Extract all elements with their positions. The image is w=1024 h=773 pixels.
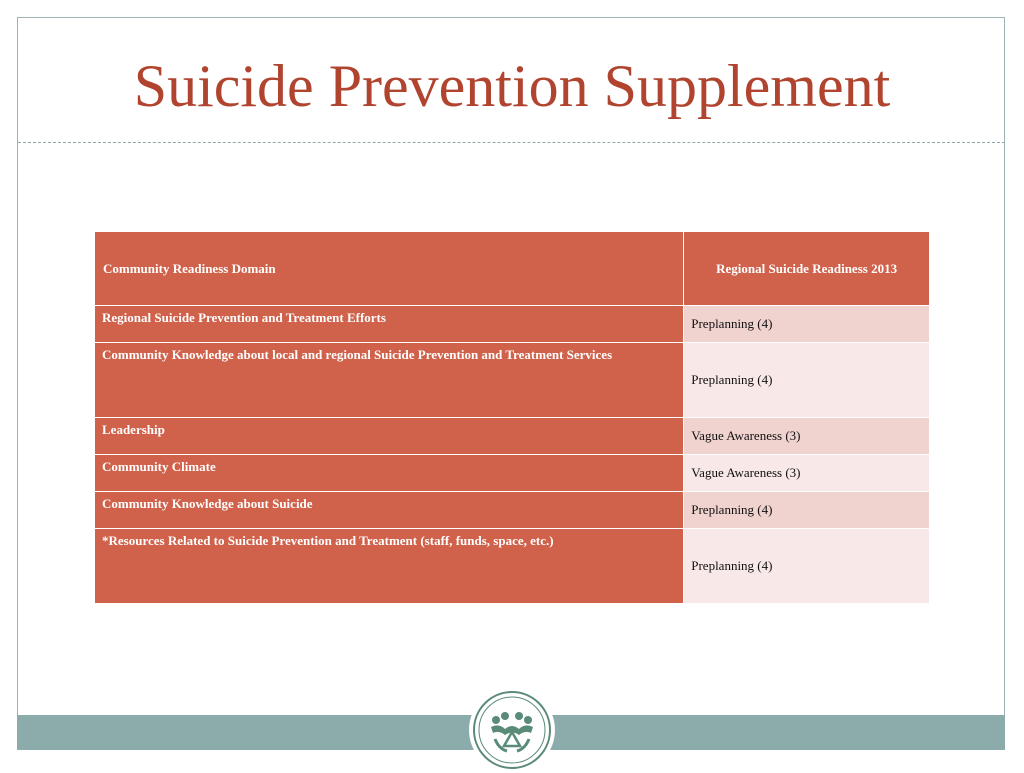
- row-domain: Leadership: [95, 418, 684, 455]
- table-row: [95, 418, 930, 455]
- organization-seal-icon: [469, 687, 555, 773]
- table-row: [95, 343, 930, 418]
- readiness-table: [94, 231, 930, 604]
- row-readiness: Preplanning (4): [684, 529, 930, 604]
- row-domain: Community Knowledge about local and regional Suicide Prevention and Treatment Services: [95, 343, 684, 418]
- row-domain: Regional Suicide Prevention and Treatment Efforts: [95, 306, 684, 343]
- slide-title: Suicide Prevention Supplement: [133, 53, 891, 119]
- row-readiness: Preplanning (4): [684, 343, 930, 418]
- header-readiness: Regional Suicide Readiness 2013: [684, 232, 930, 306]
- row-domain: *Resources Related to Suicide Prevention and Treatment (staff, funds, space, etc.): [95, 529, 684, 604]
- row-domain: Community Knowledge about Suicide: [95, 492, 684, 529]
- table-row: [95, 306, 930, 343]
- header-domain: Community Readiness Domain: [95, 232, 684, 306]
- table-row: [95, 455, 930, 492]
- row-readiness: Preplanning (4): [684, 492, 930, 529]
- table-row: [95, 529, 930, 604]
- row-readiness: Vague Awareness (3): [684, 455, 930, 492]
- title-divider: [18, 142, 1005, 143]
- row-domain: Community Climate: [95, 455, 684, 492]
- table-header-row: [95, 232, 930, 306]
- table-row: [95, 492, 930, 529]
- row-readiness: Preplanning (4): [684, 306, 930, 343]
- row-readiness: Vague Awareness (3): [684, 418, 930, 455]
